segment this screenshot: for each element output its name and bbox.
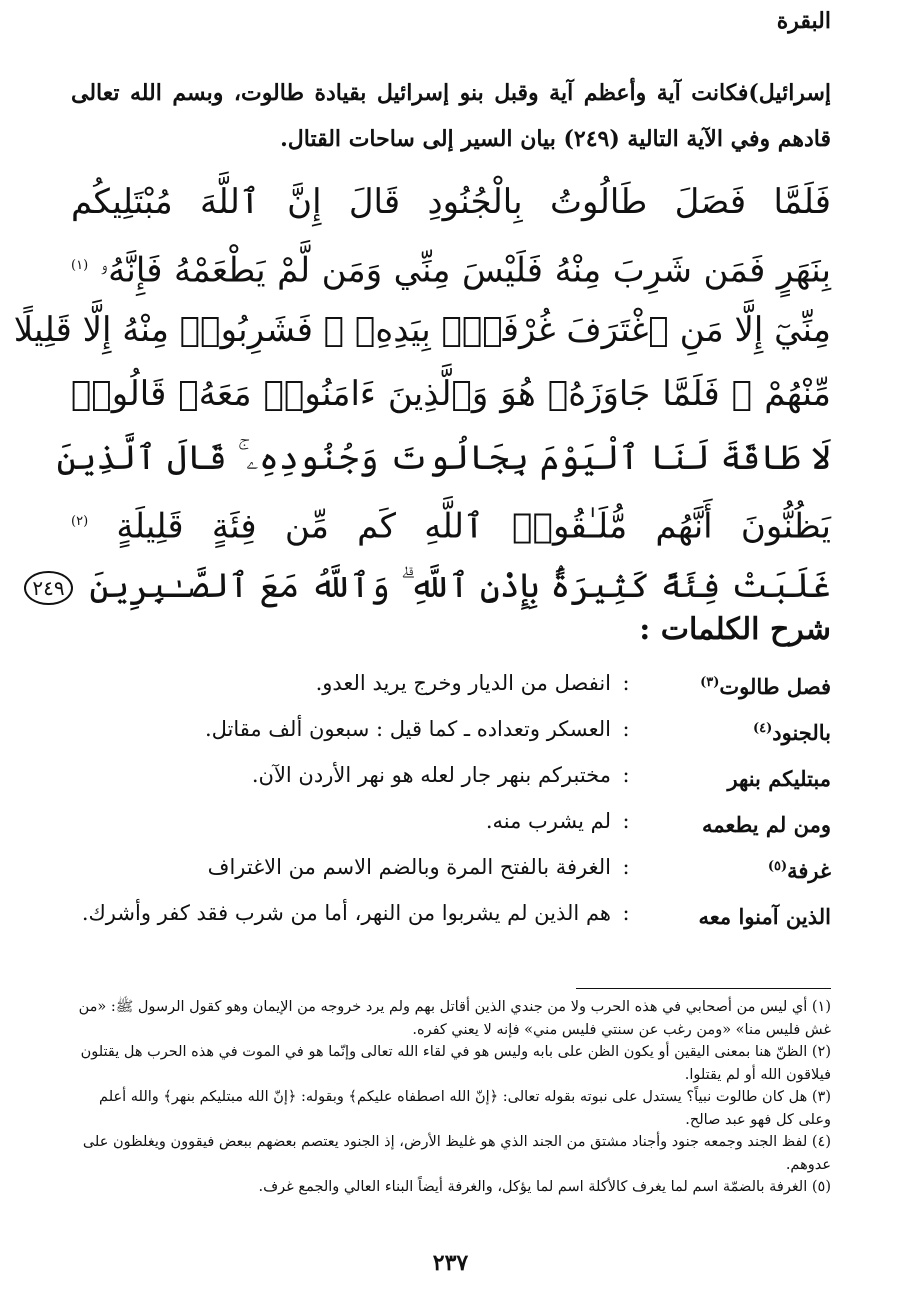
glossary-definition: الغرفة بالفتح المرة وبالضم الاسم من الاغتراف xyxy=(207,855,611,879)
glossary-colon: : xyxy=(622,671,630,695)
glossary-row xyxy=(71,660,831,706)
glossary-row xyxy=(71,798,831,844)
footnote-3: (٣) هل كان طالوت نبياً؟ يستدل على نبوته بقوله تعالى: ﴿إنّ الله اصطفاه عليكم﴾ وبقوله: ﴿إنّ الله مبتليكم بنهر﴾ والله أعلم وعلى كل فهو عبد صالح. xyxy=(99,1089,831,1128)
verse-line-2 xyxy=(71,234,831,298)
glossary-definition: انفصل من الديار وخرج يريد العدو. xyxy=(315,671,611,695)
verse-line-4: مِّنْهُمْ ۚ فَلَمَّا جَاوَزَهُۥ هُوَ وَٱلَّذِينَ ءَامَنُوا۟ مَعَهُۥ قَالُوا۟ xyxy=(71,374,831,414)
glossary-row xyxy=(71,890,831,936)
verse-line-7 xyxy=(32,554,831,618)
term-text: الذين آمنوا معه xyxy=(698,904,831,929)
glossary-row xyxy=(71,706,831,752)
footnote-1: (١) أي ليس من أصحابي في هذه الحرب ولا من جندي الذين أقاتل بهم ولم يرد خروجه من الإيمان وهو كقول الرسول ﷺ: «من غش فليس منا» «ومن رغب عن سنتي فليس مني» فإنه لا يعني كفره. xyxy=(78,999,831,1038)
quran-verse-block xyxy=(13,170,831,618)
term-ref: (٤) xyxy=(752,721,773,736)
footnotes xyxy=(71,996,831,1199)
intro-paragraph: إسرائيل)فكانت آية وأعظم آية وقبل بنو إسرائيل بقيادة طالوت، وبسم الله تعالى قادهم وفي الآية التالية (٢٤٩) بيان السير إلى ساحات القتال. xyxy=(71,80,831,152)
footnote-divider xyxy=(576,988,831,989)
glossary-term xyxy=(641,706,831,752)
footnote-4: (٤) لفظ الجند وجمعه جنود وأجناد مشتق من الجند الذي هو غليظ الأرض، إذ الجنود يعتصم بعضهم ببعض فيقوون ويغلظون على عدوهم. xyxy=(82,1134,831,1173)
verse-line-2-text: بِنَهَرٍ فَمَن شَرِبَ مِنْهُ فَلَيْسَ مِنِّي وَمَن لَّمْ يَطْعَمْهُ فَإِنَّهُۥ xyxy=(99,250,831,291)
term-text: مبتليكم بنهر xyxy=(727,766,831,791)
term-text: ومن لم يطعمه xyxy=(702,812,831,837)
glossary-term xyxy=(641,798,831,844)
ayah-number-marker: ٢٤٩ xyxy=(24,571,72,605)
running-header: البقرة xyxy=(776,8,831,34)
glossary-row xyxy=(71,844,831,890)
glossary-definition: العسكر وتعداده ـ كما قيل : سبعون ألف مقاتل. xyxy=(204,717,611,741)
glossary-definition: هم الذين لم يشربوا من النهر، أما من شرب فقد كفر وأشرك. xyxy=(81,901,611,925)
glossary-term xyxy=(641,752,831,798)
term-text: بالجنود xyxy=(772,720,831,745)
verse-line-3: مِنِّيٓ إِلَّا مَنِ ٱغْتَرَفَ غُرْفَةًۢ بِيَدِهِۦ ۚ فَشَرِبُوا۟ مِنْهُ إِلَّا قَلِيلًا xyxy=(13,310,831,350)
verse-line-1: فَلَمَّا فَصَلَ طَالُوتُ بِالْجُنُودِ قَالَ إِنَّ ٱللَّهَ مُبْتَلِيكُم xyxy=(71,182,831,222)
footnote-2: (٢) الظنّ هنا بمعنى اليقين أو يكون الظن على بابه وليس هو في لقاء الله تعالى وإنّما هو في الموت في هذه الحرب هل يقتلون فيلاقون الله أو لم يقتلوا. xyxy=(80,1044,831,1083)
glossary-table xyxy=(71,660,831,936)
glossary-definition: لم يشرب منه. xyxy=(485,809,611,833)
glossary-colon: : xyxy=(622,763,630,787)
verse-line-5: لَا طَاقَةَ لَنَا ٱلْيَوْمَ بِجَالُوتَ وَجُنُودِهِۦ ۚ قَالَ ٱلَّذِينَ xyxy=(56,438,831,478)
glossary-colon: : xyxy=(622,855,630,879)
glossary-colon: : xyxy=(622,809,630,833)
verse-line-6-text: يَظُنُّونَ أَنَّهُم مُّلَـٰقُوا۟ ٱللَّهِ كَم مِّن فِئَةٍ قَلِيلَةٍ xyxy=(116,506,831,547)
verse-line-7-text: غَلَبَتْ فِئَةً كَثِيرَةًۢ بِإِذْنِ ٱللَّهِ ۗ وَٱللَّهُ مَعَ ٱلصَّـٰبِرِينَ xyxy=(89,566,831,606)
glossary-row xyxy=(71,752,831,798)
page-number: ٢٣٧ xyxy=(432,1250,469,1276)
term-ref: (٣) xyxy=(700,675,720,690)
glossary-term xyxy=(641,844,831,890)
glossary-term xyxy=(641,890,831,936)
footnote-5: (٥) الغرفة بالضمّة اسم لما يغرف كالأكلة اسم لما يؤكل، والغرفة أيضاً البناء العالي والجمع غرف. xyxy=(258,1179,831,1195)
glossary-title: شرح الكلمات : xyxy=(639,612,831,647)
note-ref-1: (١) xyxy=(71,258,89,273)
term-text: فصل طالوت xyxy=(719,674,831,699)
glossary-colon: : xyxy=(622,901,630,925)
glossary-colon: : xyxy=(622,717,630,741)
term-text: غرفة xyxy=(787,858,831,883)
verse-line-6 xyxy=(71,490,831,554)
note-ref-2: (٢) xyxy=(71,514,89,529)
glossary-term xyxy=(641,660,831,706)
term-ref: (٥) xyxy=(767,859,788,874)
glossary-definition: مختبركم بنهر جار لعله هو نهر الأردن الآن. xyxy=(251,763,611,787)
